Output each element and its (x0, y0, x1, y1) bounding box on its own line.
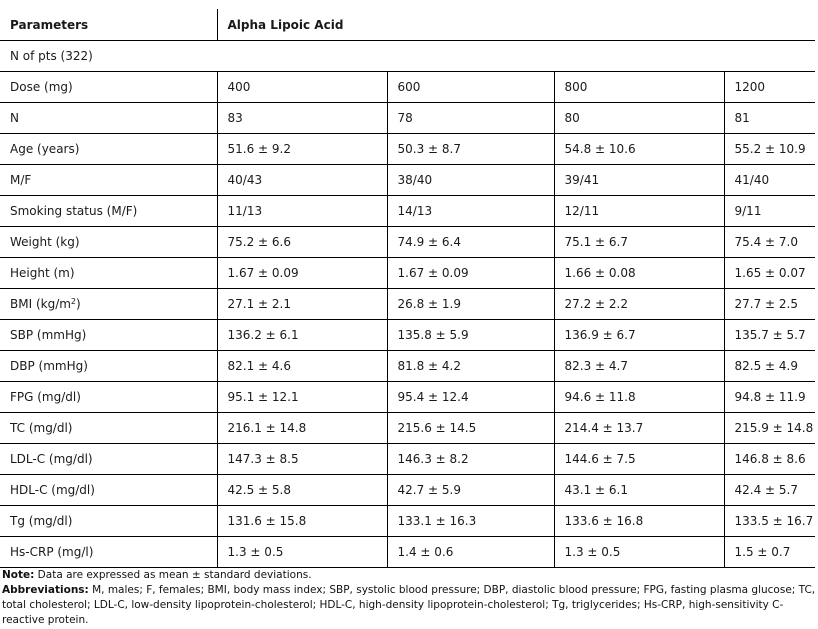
cell-dose-group-4: 82.5 ± 4.9 (724, 351, 815, 382)
row-label: Weight (kg) (0, 227, 217, 258)
characteristics-table-container (0, 9, 815, 568)
table-row (0, 382, 815, 413)
table-row (0, 413, 815, 444)
row-label-prefix: BMI (kg/m (10, 297, 71, 311)
table-row (0, 537, 815, 568)
header-parameters: Parameters (0, 9, 217, 41)
cell-dose-group-1: 131.6 ± 15.8 (217, 506, 387, 537)
cell-dose-group-2: 215.6 ± 14.5 (387, 413, 554, 444)
table-row (0, 320, 815, 351)
row-label: N (0, 103, 217, 134)
cell-dose-group-4: 215.9 ± 14.8 (724, 413, 815, 444)
cell-dose-group-4: 146.8 ± 8.6 (724, 444, 815, 475)
table-row (0, 134, 815, 165)
cell-dose-group-1: 42.5 ± 5.8 (217, 475, 387, 506)
cell-dose-group-2: 133.1 ± 16.3 (387, 506, 554, 537)
cell-dose-group-3: 214.4 ± 13.7 (554, 413, 724, 444)
row-label: Hs-CRP (mg/l) (0, 537, 217, 568)
cell-dose-group-1: 11/13 (217, 196, 387, 227)
cell-dose-group-4: 1.5 ± 0.7 (724, 537, 815, 568)
cell-dose-group-2: 95.4 ± 12.4 (387, 382, 554, 413)
cell-dose-group-2: 50.3 ± 8.7 (387, 134, 554, 165)
row-label: Tg (mg/dl) (0, 506, 217, 537)
cell-dose-group-4: 27.7 ± 2.5 (724, 289, 815, 320)
cell-dose-group-1: 83 (217, 103, 387, 134)
row-label: HDL-C (mg/dl) (0, 475, 217, 506)
abbreviations-text: M, males; F, females; BMI, body mass index; SBP, systolic blood pressure; DBP, diastolic blood pressure; FPG, fasting plasma glucose; TC, total cholesterol; LDL-C, low-density lipoprotein-cholesterol; HDL-C, high-density lipoprotein-cholesterol; Tg, triglycerides; Hs-CRP, high-sensitivity C-reactive protein. (2, 584, 816, 626)
n-pts-row (0, 41, 815, 72)
cell-dose-group-1: 75.2 ± 6.6 (217, 227, 387, 258)
header-group: Alpha Lipoic Acid (217, 9, 815, 41)
cell-dose-group-3: 144.6 ± 7.5 (554, 444, 724, 475)
table-row (0, 258, 815, 289)
table-row (0, 289, 815, 320)
cell-dose-group-1: 400 (217, 72, 387, 103)
characteristics-table (0, 9, 815, 568)
abbreviations-label: Abbreviations: (2, 584, 89, 596)
cell-dose-group-1: 216.1 ± 14.8 (217, 413, 387, 444)
n-pts-label: N of pts (322) (0, 41, 815, 72)
cell-dose-group-4: 42.4 ± 5.7 (724, 475, 815, 506)
table-row (0, 351, 815, 382)
cell-dose-group-3: 1.66 ± 0.08 (554, 258, 724, 289)
cell-dose-group-4: 75.4 ± 7.0 (724, 227, 815, 258)
row-label: Age (years) (0, 134, 217, 165)
row-label: LDL-C (mg/dl) (0, 444, 217, 475)
table-footnotes (2, 568, 816, 628)
cell-dose-group-1: 51.6 ± 9.2 (217, 134, 387, 165)
cell-dose-group-4: 1200 (724, 72, 815, 103)
row-label-suffix: ) (76, 297, 81, 311)
cell-dose-group-4: 9/11 (724, 196, 815, 227)
table-row (0, 444, 815, 475)
cell-dose-group-1: 95.1 ± 12.1 (217, 382, 387, 413)
cell-dose-group-4: 41/40 (724, 165, 815, 196)
cell-dose-group-3: 43.1 ± 6.1 (554, 475, 724, 506)
table-header-row (0, 9, 815, 41)
cell-dose-group-2: 38/40 (387, 165, 554, 196)
row-label: TC (mg/dl) (0, 413, 217, 444)
cell-dose-group-3: 39/41 (554, 165, 724, 196)
cell-dose-group-2: 78 (387, 103, 554, 134)
cell-dose-group-2: 74.9 ± 6.4 (387, 227, 554, 258)
row-label: DBP (mmHg) (0, 351, 217, 382)
row-label: SBP (mmHg) (0, 320, 217, 351)
table-row (0, 506, 815, 537)
cell-dose-group-4: 94.8 ± 11.9 (724, 382, 815, 413)
cell-dose-group-1: 136.2 ± 6.1 (217, 320, 387, 351)
note-line (2, 568, 816, 583)
cell-dose-group-4: 55.2 ± 10.9 (724, 134, 815, 165)
cell-dose-group-3: 94.6 ± 11.8 (554, 382, 724, 413)
table-row (0, 227, 815, 258)
cell-dose-group-1: 82.1 ± 4.6 (217, 351, 387, 382)
cell-dose-group-1: 40/43 (217, 165, 387, 196)
note-text: Data are expressed as mean ± standard deviations. (34, 569, 312, 581)
cell-dose-group-4: 81 (724, 103, 815, 134)
table-row (0, 103, 815, 134)
cell-dose-group-1: 1.67 ± 0.09 (217, 258, 387, 289)
cell-dose-group-3: 136.9 ± 6.7 (554, 320, 724, 351)
cell-dose-group-3: 1.3 ± 0.5 (554, 537, 724, 568)
cell-dose-group-2: 42.7 ± 5.9 (387, 475, 554, 506)
cell-dose-group-3: 54.8 ± 10.6 (554, 134, 724, 165)
cell-dose-group-4: 133.5 ± 16.7 (724, 506, 815, 537)
cell-dose-group-3: 800 (554, 72, 724, 103)
cell-dose-group-2: 1.4 ± 0.6 (387, 537, 554, 568)
cell-dose-group-3: 27.2 ± 2.2 (554, 289, 724, 320)
row-label: FPG (mg/dl) (0, 382, 217, 413)
row-label (0, 289, 217, 320)
cell-dose-group-3: 12/11 (554, 196, 724, 227)
table-row (0, 196, 815, 227)
cell-dose-group-2: 600 (387, 72, 554, 103)
cell-dose-group-3: 133.6 ± 16.8 (554, 506, 724, 537)
cell-dose-group-2: 146.3 ± 8.2 (387, 444, 554, 475)
cell-dose-group-2: 26.8 ± 1.9 (387, 289, 554, 320)
cell-dose-group-4: 1.65 ± 0.07 (724, 258, 815, 289)
cell-dose-group-2: 1.67 ± 0.09 (387, 258, 554, 289)
cell-dose-group-1: 27.1 ± 2.1 (217, 289, 387, 320)
abbreviations-line (2, 583, 816, 628)
cell-dose-group-2: 14/13 (387, 196, 554, 227)
row-label: Dose (mg) (0, 72, 217, 103)
cell-dose-group-3: 82.3 ± 4.7 (554, 351, 724, 382)
cell-dose-group-2: 135.8 ± 5.9 (387, 320, 554, 351)
row-label: Height (m) (0, 258, 217, 289)
row-label: Smoking status (M/F) (0, 196, 217, 227)
table-row (0, 72, 815, 103)
row-label: M/F (0, 165, 217, 196)
note-label: Note: (2, 569, 35, 581)
cell-dose-group-2: 81.8 ± 4.2 (387, 351, 554, 382)
cell-dose-group-1: 1.3 ± 0.5 (217, 537, 387, 568)
cell-dose-group-4: 135.7 ± 5.7 (724, 320, 815, 351)
table-row (0, 165, 815, 196)
cell-dose-group-3: 80 (554, 103, 724, 134)
table-row (0, 475, 815, 506)
row-label-superscript: 2 (70, 297, 77, 306)
cell-dose-group-3: 75.1 ± 6.7 (554, 227, 724, 258)
cell-dose-group-1: 147.3 ± 8.5 (217, 444, 387, 475)
